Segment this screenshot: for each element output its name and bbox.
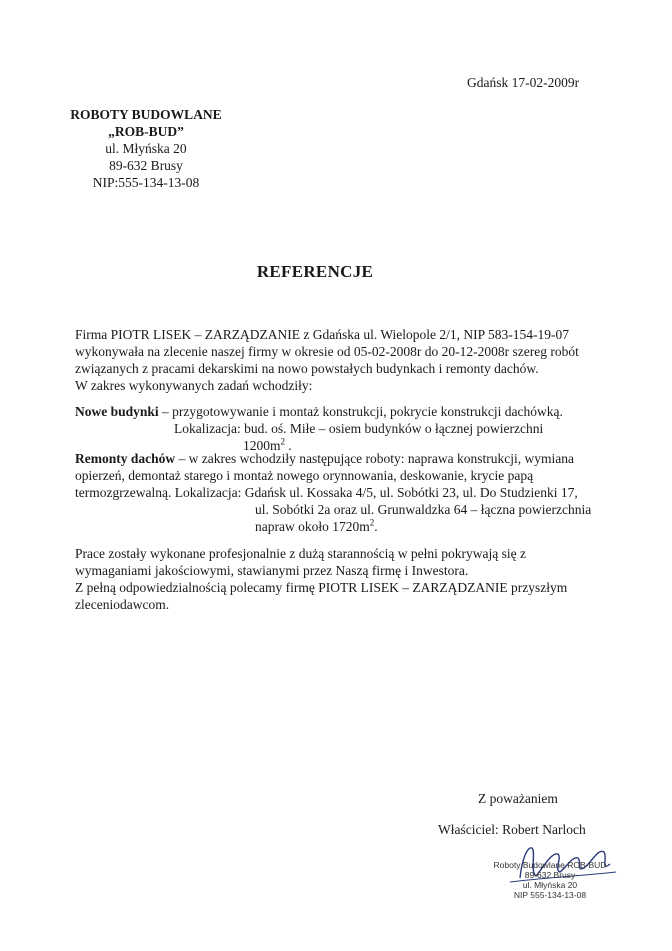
closing-line-1: Prace zostały wykonane profesjonalnie z dużą starannością w pełni pokrywają się z bbox=[75, 546, 526, 561]
roof-repairs-area-sup: 2 bbox=[369, 517, 375, 528]
intro-line-4: W zakres wykonywanych zadań wchodziły: bbox=[75, 378, 313, 393]
stamp-line-3: ul. Młyńska 20 bbox=[522, 880, 578, 890]
roof-repairs-line-2: opierzeń, demontaż starego i montaż nowego orynnowania, deskowanie, krycie papą bbox=[75, 468, 534, 483]
new-buildings-area-sup: 2 bbox=[280, 436, 286, 447]
intro-line-2: wykonywała na zlecenie naszej firmy w okresie od 05-02-2008r do 20-12-2008r szereg robót bbox=[75, 344, 579, 359]
stamp-line-4: NIP 555-134-13-08 bbox=[513, 890, 587, 900]
new-buildings-location: Lokalizacja: bud. oś. Miłe – osiem budynków o łącznej powierzchni bbox=[174, 421, 544, 436]
company-short-name: „ROB-BUD” bbox=[108, 124, 184, 139]
roof-repairs-line-4: ul. Sobótki 2a oraz ul. Grunwaldzka 64 – łączna powierzchnia bbox=[255, 502, 592, 517]
company-header bbox=[66, 106, 226, 191]
stamp-line-1: Roboty Budowlane ROB-BUD bbox=[493, 860, 607, 870]
roof-repairs-line-3: termozgrzewalną. Lokalizacja: Gdańsk ul. Kossaka 4/5, ul. Sobótki 23, ul. Do Studzienki 17, bbox=[75, 485, 578, 500]
roof-repairs-area-tail: . bbox=[374, 519, 378, 534]
company-stamp bbox=[484, 860, 616, 900]
company-nip: NIP:555-134-13-08 bbox=[92, 175, 200, 190]
greeting: Z poważaniem bbox=[478, 791, 558, 806]
owner-name: Właściciel: Robert Narloch bbox=[438, 822, 586, 837]
roof-repairs-line-5 bbox=[255, 518, 378, 535]
closing-line-3: Z pełną odpowiedzialnością polecamy firmę PIOTR LISEK – ZARZĄDZANIE przyszłym bbox=[75, 580, 568, 595]
roof-repairs-text: – w zakres wchodziły następujące roboty: naprawa konstrukcji, wymiana bbox=[175, 451, 574, 466]
stamp-line-2: 89-632 Brusy bbox=[524, 870, 576, 880]
new-buildings-label: Nowe budynki bbox=[75, 404, 159, 419]
letter-date: Gdańsk 17-02-2009r bbox=[467, 75, 580, 90]
new-buildings-area-value: 1200m bbox=[243, 438, 281, 453]
roof-repairs-label: Remonty dachów bbox=[75, 451, 176, 466]
closing-line-2: wymaganiami jakościowymi, stawianymi przez Naszą firmę i Inwestora. bbox=[75, 563, 469, 578]
closing-line-4: zleceniodawcom. bbox=[75, 597, 170, 612]
new-buildings-text: – przygotowywanie i montaż konstrukcji, pokrycie konstrukcji dachówką. bbox=[158, 404, 563, 419]
document-title: REFERENCJE bbox=[256, 262, 374, 281]
company-city: 89-632 Brusy bbox=[109, 158, 183, 173]
company-street: ul. Młyńska 20 bbox=[105, 141, 187, 156]
intro-line-1: Firma PIOTR LISEK – ZARZĄDZANIE z Gdańska ul. Wielopole 2/1, NIP 583-154-19-07 bbox=[75, 327, 570, 342]
roof-repairs-line-1 bbox=[75, 450, 574, 467]
company-name: ROBOTY BUDOWLANE bbox=[70, 107, 222, 122]
intro-line-3: związanych z pracami dekarskimi na nowo powstałych budynkach i remonty dachów. bbox=[75, 361, 539, 376]
new-buildings-line bbox=[75, 403, 563, 420]
new-buildings-area-tail: . bbox=[285, 438, 292, 453]
roof-repairs-area-value: napraw około 1720m bbox=[255, 519, 370, 534]
